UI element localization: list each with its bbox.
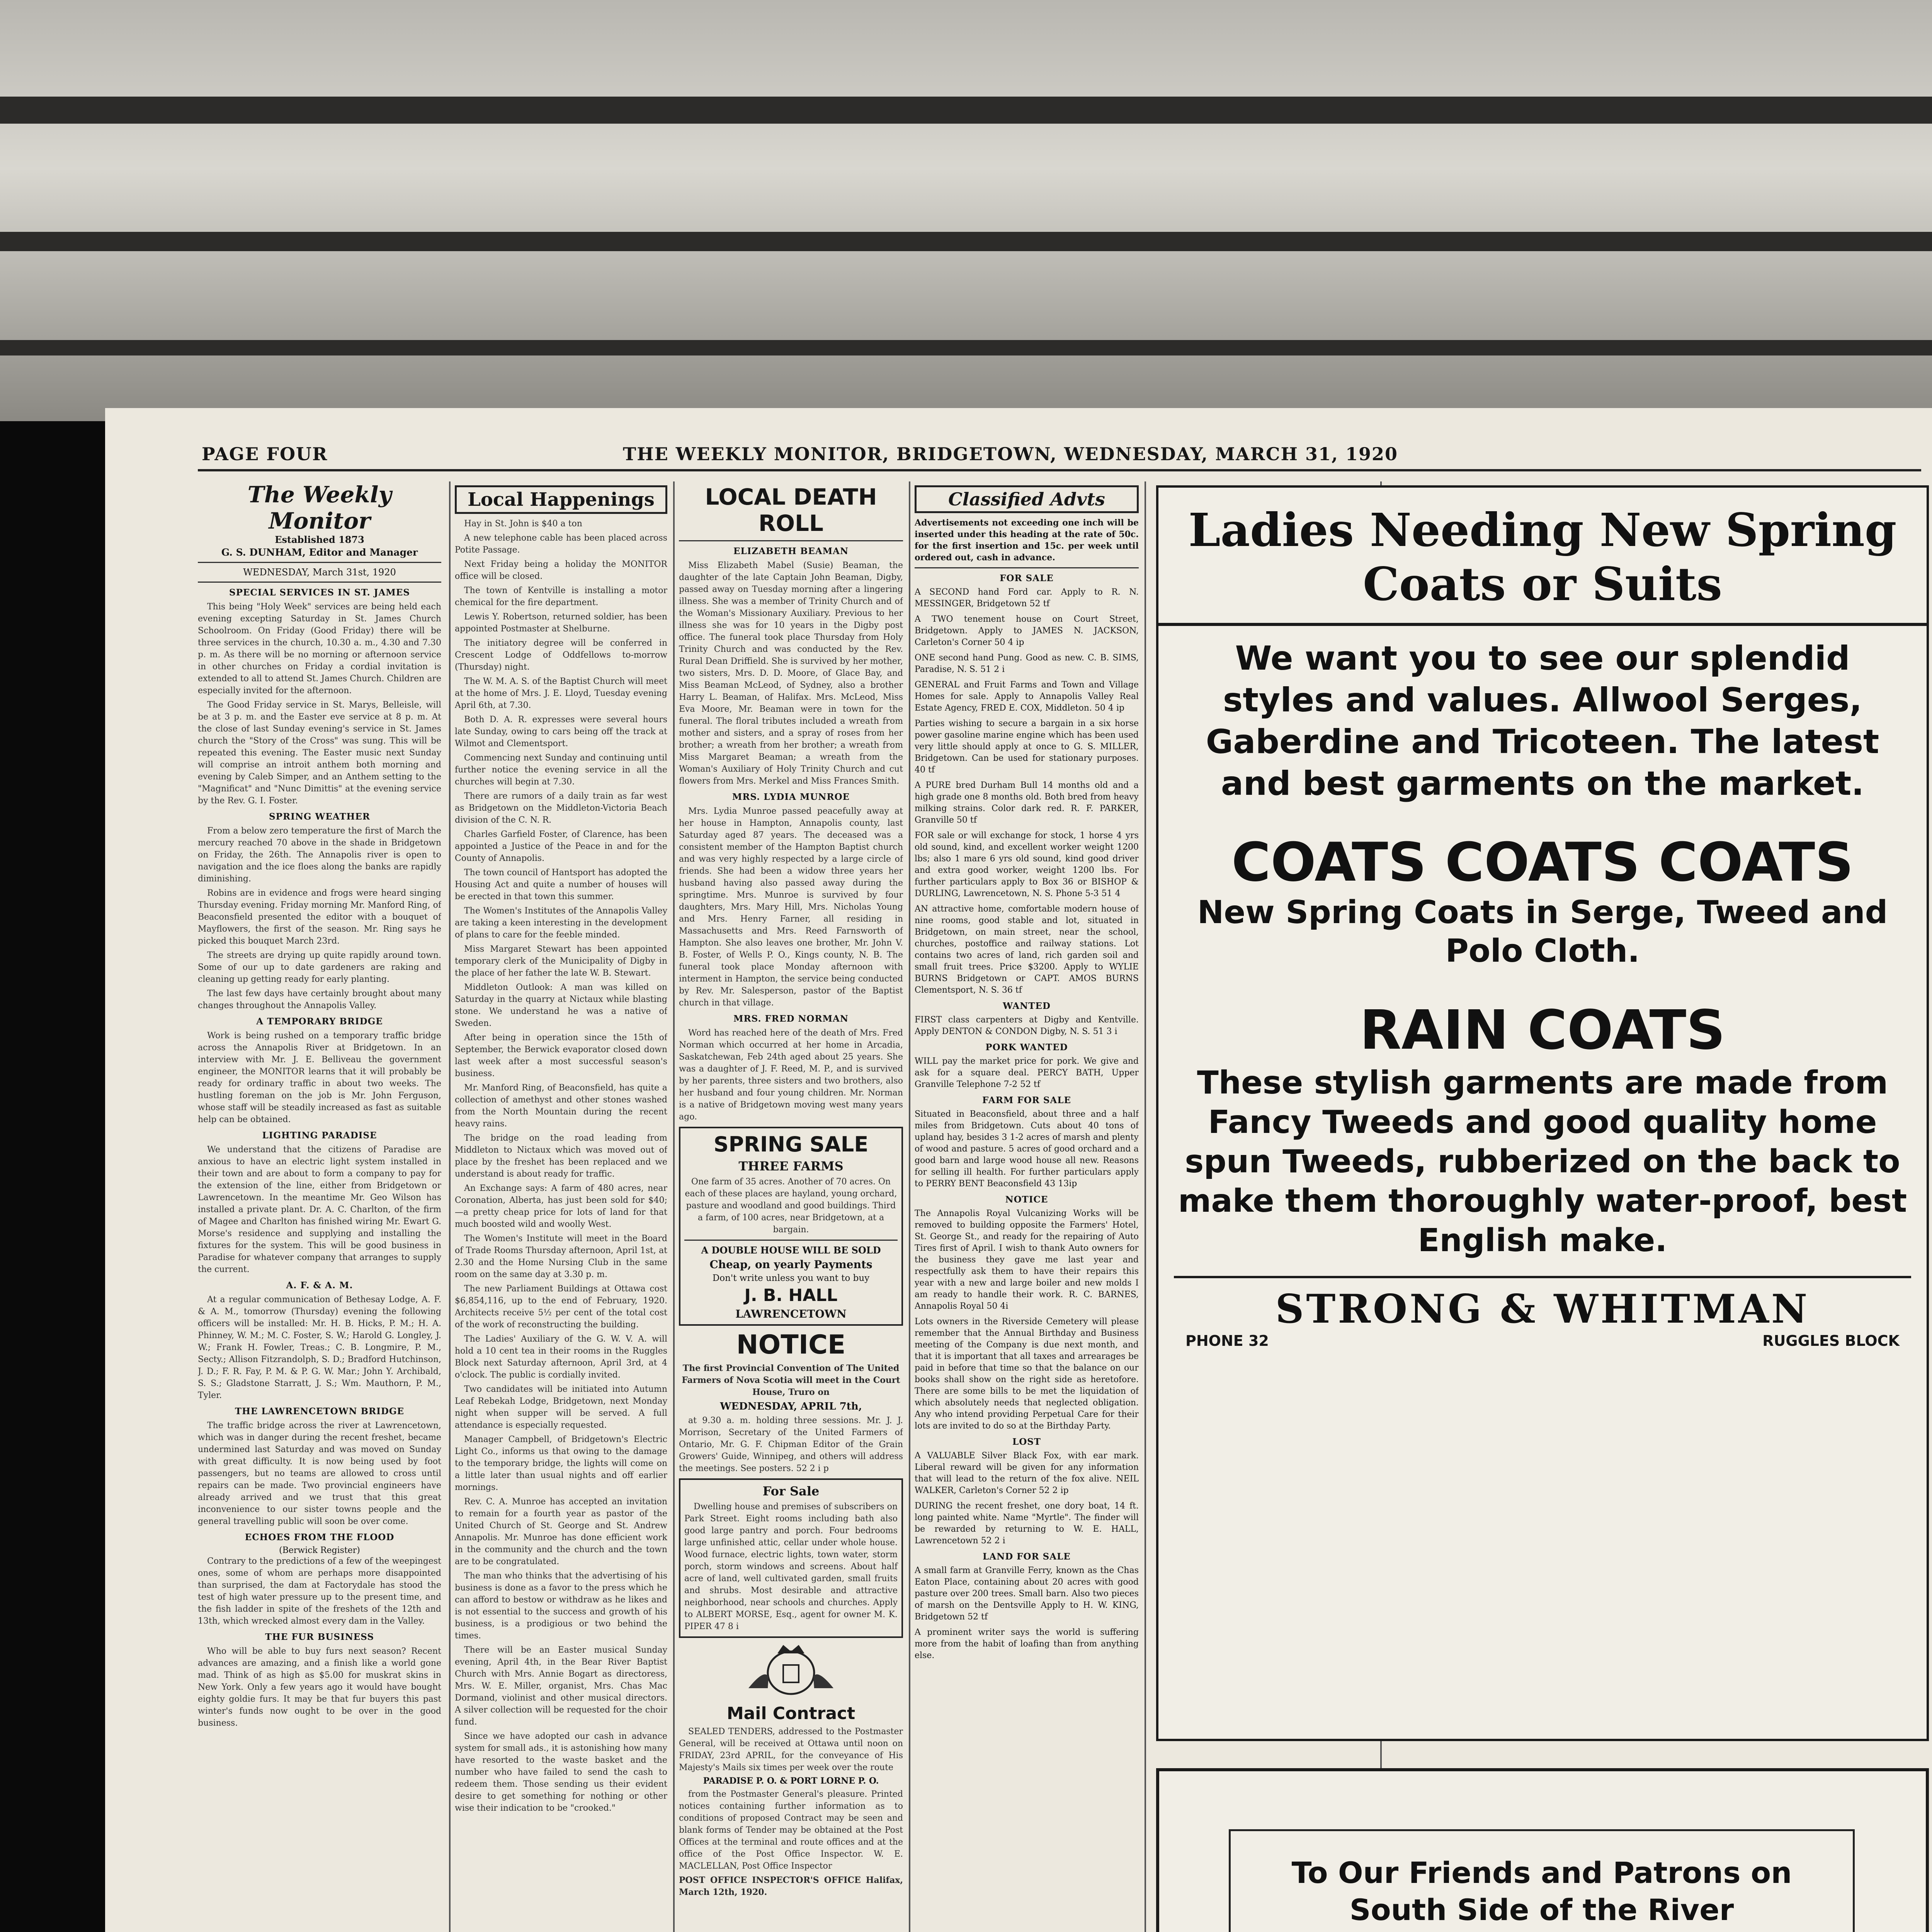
headline-fred-norman: MRS. FRED NORMAN	[733, 1014, 849, 1024]
classified-ad: A TWO tenement house on Court Street, Bridgetown. Apply to JAMES N. JACKSON, Carleton's Corner 50 4 ip	[915, 614, 1139, 647]
wall-beam	[0, 97, 1932, 124]
article-text: Dwelling house and premises of subscribers on Park Street. Eight rooms including bath also good large pantry and porch. Four bedrooms large unfinished attic, cellar under whole house. Wood furnace, electric lights, town water, storm porch, storm windows and screens. About half acre of land, well cultivated garden, small fruits and shrubs. Most desirable and attractive neighborhood, near schools and churches. Apply to ALBERT MORSE, Esq., agent for owner M. K. PIPER 47 8 i	[684, 1502, 898, 1631]
article-source: (Berwick Register)	[279, 1546, 360, 1555]
ad-contact: PERRY BENT Beaconsfield	[926, 1179, 1042, 1189]
three-farms: THREE FARMS	[738, 1159, 844, 1173]
ad-rain-coats: RAIN COATS	[1360, 999, 1725, 1062]
article-text: At a regular communication of Bethesay Lodge, A. F. & A. M., tomorrow (Thursday) evening the following officers will be installed: Mr. H. B. Hicks, P. M.; H. A. Phinney, W. M.; M. C. Foster, S. W.; Harold G. Longley, J. W.; Frank H. Fowler, Treas.; C. B. Longmire, P. M., Secty.; Allison Fitzrandolph, S. D.; Bradford Hutchinson, J. D.; F. R. Fay, P. M. & P. G. W. Mar.; John Y. Archibald, S. S.; Gladstone Starratt, J. S.; Wm. Mauthorn, P. M., Tyler.	[198, 1295, 441, 1400]
column-3	[679, 481, 903, 1932]
article-text: SEALED TENDERS, addressed to the Postmaster General, will be received at Ottawa until noon on FRIDAY, 23rd APRIL, for the conveyance of His Majesty's Mails six times per week over the route	[679, 1727, 903, 1772]
column-4-classified	[915, 481, 1139, 1932]
article-text: From a below zero temperature the first of March the mercury reached 70 above in the shade in Bridgetown on Friday, the 26th. The Annapolis river is open to navigation and the ice floes along the banks are rapidly diminishing. Robins are in evidence and frogs were heard singing Thursday evening. Friday morning Mr. Manford Ring, of Beaconsfield presented the editor with a bouquet of Mayflowers, the first of the season. Mr. Ring says he picked this bouquet March 23rd. The streets are drying up quite rapidly around town. Some of our up to date gardeners are raking and cleaning up getting ready for early planting. The last few days have certainly brought about many changes throughout the Annapolis Valley.	[198, 826, 441, 1010]
masthead-editor: G. S. DUNHAM, Editor and Manager	[221, 547, 418, 558]
ad-contact: R. N. MESSINGER, Bridgetown	[915, 587, 1139, 609]
cheap-payments: Cheap, on yearly Payments	[709, 1258, 872, 1271]
heading-pork-wanted: PORK WANTED	[985, 1042, 1068, 1053]
notice-title: NOTICE	[736, 1330, 846, 1360]
convention-text: The first Provincial Convention of The United Farmers of Nova Scotia will meet in the Court House, Truro on	[682, 1363, 900, 1397]
headline-lydia-munroe: MRS. LYDIA MUNROE	[732, 792, 850, 802]
header-rule	[198, 469, 1921, 471]
ad-headline: To Our Friends and Patrons on South Side of the River	[1291, 1855, 1792, 1927]
ad-contact: H. W. KING, Bridgetown	[915, 1600, 1139, 1622]
jb-hall: J. B. HALL	[744, 1286, 838, 1305]
masthead-established: Established 1873	[275, 534, 364, 545]
classified-ad: Parties wishing to secure a bargain in a six horse power gasoline marine engine which has been used very little should apply at once to G. S. MILLER, Bridgetown. Can be used for stationary purposes. 40 tf	[915, 719, 1139, 775]
first-item: Hay in St. John is $40 a ton	[464, 519, 582, 529]
ad-contact: R. C. BARNES, Annapolis Royal	[915, 1290, 1139, 1311]
divider	[915, 567, 1139, 568]
ad-contact: PERCY BATH, Upper Granville	[915, 1068, 1139, 1089]
spring-sale-ad	[679, 1127, 903, 1326]
ad-block: RUGGLES BLOCK	[1762, 1332, 1900, 1349]
ad-rain-body: These stylish garments are made from Fancy Tweeds and good quality home spun Tweeds, rubberized on the back to make them thoroughly water-proof, best English make.	[1178, 1065, 1907, 1259]
ad-body: We want you to see our splendid styles and values. Allwool Serges, Gaberdine and Tricoteen. The latest and best garments on the market.	[1206, 639, 1879, 803]
headline-af-am: A. F. & A. M.	[286, 1280, 353, 1291]
strong-whitman-ad	[1156, 485, 1929, 1741]
jb-hall-town: LAWRENCETOWN	[735, 1308, 847, 1320]
headline-elizabeth-beaman: ELIZABETH BEAMAN	[733, 546, 849, 556]
masthead-date: WEDNESDAY, March 31st, 1920	[243, 567, 396, 578]
ad-contact: NEIL WALKER, Carleton's Corner	[915, 1474, 1139, 1495]
article-text: at 9.30 a. m. holding three sessions. Mr. J. J. Morrison, Secretary of the United Farmers of Ontario, Mr. G. F. Chipman Editor of the Grain Growers' Guide, Winnipeg, and others will address the meetings. See posters. 52 2 i p	[679, 1416, 903, 1473]
ad-phone: PHONE 32	[1185, 1332, 1269, 1349]
classified-ad: A PURE bred Durham Bull 14 months old and a high grade one 8 months old. Both bred from heavy milking strains. Color dark red. R. F. PARKER, Granville 50 tf	[915, 781, 1139, 825]
article-text: We understand that the citizens of Paradise are anxious to have an electric light system installed in their town and are about to form a company to pay for the extension of the line, either from Bridgetown or Lawrencetown. In the meantime Mr. Geo Wilson has installed a private plant. Dr. A. C. Charlton, of the firm of Magee and Charlton has finished wiring Mr. Ewart G. Morse's residence and supplying and installing the fixtures for the system. This will be good business in Paradise for whatever company that arranges to supply the current.	[198, 1145, 441, 1274]
headline-fur-business: THE FUR BUSINESS	[265, 1632, 374, 1642]
classified-ad: Situated in Beaconsfield, about three and a half miles from Bridgetown. Cuts about 40 tons of upland hay, besides 3 1-2 acres of marsh and plenty of wood and pasture. 5 acres of good orchard and a good barn and large wood house all new. Reasons for selling ill health. For further particulars apply to PERRY BENT Beaconsfield 43 13ip	[915, 1109, 1139, 1189]
spring-sale-title: SPRING SALE	[713, 1132, 869, 1156]
heading-farm-for-sale: FARM FOR SALE	[982, 1095, 1071, 1105]
heading-notice: NOTICE	[1005, 1194, 1048, 1205]
ad-contact: WYLIE BURNS Bridgetown	[915, 962, 1139, 983]
article-text: This being "Holy Week" services are being held each evening excepting Saturday in St. James Church Schoolroom. On Friday (Good Friday) there will be three services in the church, 10.30 a. m., 4.30 and 7.30 p. m. As there will be no morning or afternoon service in other churches on Friday a cordial invitation is extended to all to attend St. James Church. Children are especially invited for the afternoon. The Good Friday service in St. Marys, Belleisle, will be at 3 p. m. and the Easter eve service at 8 p. m. At the close of last Sunday evening's service in St. James church the "Story of the Cross" was sung. This will be repeated this evening. The Easter music next Sunday will comprise an introit anthem both morning and evening by Caleb Simper, and an Anthem setting to the "Magnificat" and "Nunc Dimittis" at the evening service by the Rev. G. I. Foster.	[198, 602, 441, 806]
ad-headline: Ladies Needing New Spring Coats or Suits	[1188, 503, 1897, 611]
column-rule	[909, 481, 910, 1932]
article-text: Contrary to the predictions of a few of the weepingest ones, some of whom are perhaps more disappointed than surprised, the dam at Factorydale has stood the test of high water pressure up to the present time, and the fish ladder in spite of the freshets of the 12th and 13th, which wrecked almost every dam in the Valley.	[198, 1556, 441, 1626]
classified-title: Classified Advts	[915, 485, 1139, 513]
royal-crest-icon	[741, 1642, 841, 1700]
ad-contact: or CAPT. AMOS BURNS Clementsport, N. S.	[915, 974, 1139, 995]
article-text: from the Postmaster General's pleasure. Printed notices containing further information as to conditions of proposed Contract may be seen and blank forms of Tender may be obtained at the Post Offices at the terminal and route offices and at the office of the Post Office Inspector. W. E. MACLELLAN, Post Office Inspector	[679, 1789, 903, 1871]
article-text: Who will be able to buy furs next season? Recent advances are amazing, and a finish like a world gone mad. Think of as high as $5.00 for muskrat skins in New York. Only a few years ago it would have bought eighty goldie furs. It may be that fur buyers this past winter's funds now ought to be over in the good business.	[198, 1646, 441, 1728]
article-text: One farm of 35 acres. Another of 70 acres. On each of these places are hayland, young orchard, pasture and woodland and good buildings. Third a farm, of 100 acres, near Bridgetown, at a bargain.	[685, 1177, 897, 1235]
headline-lawrencetown-bridge: THE LAWRENCETOWN BRIDGE	[235, 1406, 405, 1417]
column-2	[455, 481, 667, 1932]
headline-spring-weather: SPRING WEATHER	[269, 811, 370, 822]
classified-ad: A small farm at Granville Ferry, known as the Chas Eaton Place, containing about 20 acres with good pasture over 200 trees. Small barn. Also two pieces of marsh on the Dentsville Apply to H. W. KING, Bridgetown 52 tf	[915, 1566, 1139, 1622]
page-label: PAGE FOUR	[202, 444, 328, 464]
dont-write: Don't write unless you want to buy	[712, 1273, 870, 1283]
classified-ad: FIRST class carpenters at Digby and Kentville. Apply DENTON & CONDON Digby, N. S. 51 3 i	[915, 1015, 1139, 1036]
background-wall	[0, 0, 1932, 421]
masthead-title: The Weekly Monitor	[247, 481, 392, 534]
ad-rule	[1174, 1276, 1911, 1278]
ad-coats: COATS COATS COATS	[1231, 831, 1854, 893]
wall-beam	[0, 232, 1932, 251]
article-text: Work is being rushed on a temporary traffic bridge across the Annapolis River at Bridgetown. In an interview with Mr. J. E. Belliveau the government engineer, the MONITOR learns that it will probably be ready for ordinary traffic in about two weeks. The hustling foreman on the job is Mr. John Ferguson, whose staff will be steadily increased as fast as suitable help can be obtained.	[198, 1031, 441, 1124]
heading-wanted: WANTED	[1003, 1001, 1051, 1011]
column-rule	[673, 481, 675, 1932]
local-happenings-title: Local Happenings	[455, 485, 667, 514]
mail-contract-title: Mail Contract	[726, 1704, 855, 1723]
classified-ad: AN attractive home, comfortable modern house of nine rooms, good stable and lot, situated in Bridgetown, on main street, near the school, churches, postoffice and railway stations. Lot contains two acres of land, rich garden soil and small fruit trees. Price $3200. Apply to WYLIE BURNS Bridgetown or CAPT. AMOS BURNS Clementsport, N. S. 36 tf	[915, 904, 1139, 995]
article-text: Miss Elizabeth Mabel (Susie) Beaman, the daughter of the late Captain John Beaman, Digby, passed away on Tuesday morning after a lingering illness. She was a member of Trinity Church and of the Woman's Missionary Auxiliary. Previous to her illness she was for 10 years in the Digby post office. The funeral took place Thursday from Holy Trinity Church and was conducted by the Rev. Rural Dean Driffield. She is survived by her mother, two sisters, Mrs. D. D. Moore, of Glace Bay, and Miss Beaman McLeod, of Sydney, also a brother Harry L. Beaman, of Halifax. Mrs. McLeod, Miss Eva Moore, Mr. Beaman were in town for the funeral. The floral tributes included a wreath from mother and sisters, and a spray of roses from her brother; a wreath from her brother; a wreath from Miss Margaret Beaman; a wreath from the Woman's Auxiliary of Holy Trinity Church and cut flowers from Mrs. Merkel and Miss Frances Smith.	[679, 561, 903, 786]
divider	[679, 540, 903, 541]
for-sale-ad	[679, 1478, 903, 1638]
divider	[198, 562, 441, 563]
convention-date: WEDNESDAY, APRIL 7th,	[720, 1401, 862, 1412]
shaffners-inner-frame	[1229, 1829, 1855, 1932]
ad-contact: JAMES N. JACKSON, Carleton's Corner	[915, 626, 1139, 647]
ad-contact: DENTON & CONDON Digby, N. S.	[942, 1027, 1090, 1036]
article-text: Hay in St. John is $40 a ton A new telephone cable has been placed across Potite Passage. Next Friday being a holiday the MONITOR office will be closed. The town of Kentville is installing a motor chemical for the fire department. Lewis Y. Robertson, returned soldier, has been appointed Postmaster at Shelburne. The initiatory degree will be conferred in Crescent Lodge of Oddfellows to-morrow (Thursday) night. The W. M. A. S. of the Baptist Church will meet at the home of Mrs. J. E. Lloyd, Tuesday evening April 6th, at 7.30. Both D. A. R. expresses were several hours late Sunday, owing to cars being off the track at Wilmot and Clementsport. Commencing next Sunday and continuing until further notice the evening service in all the churches will begin at 7.30. There are rumors of a daily train as far west as Bridgetown on the Middleton-Victoria Beach division of the C. N. R. Charles Garfield Foster, of Clarence, has been appointed a Justice of the Peace in and for the County of Annapolis. The town council of Hantsport has adopted the Housing Act and quite a number of houses will be erected in that town this summer. The Women's Institutes of the Annapolis Valley are taking a keen interesting in the development of plans to care for the feeble minded. Miss Margaret Stewart has been appointed temporary clerk of the Municipality of Digby in the place of her father the late W. B. Stewart. Middleton Outlook: A man was killed on Saturday in the quarry at Nictaux while blasting stone. We understand he was a native of Sweden. After being in operation since the 15th of September, the Berwick evaporator closed down last week after a most successful season's business. Mr. Manford Ring, of Beaconsfield, has quite a collection of amethyst and other stones washed from the North Mountain during the recent heavy rains. The bridge on the road leading from Middleton to Nictaux which was moved out of place by the freshet has been replaced and we understand is about ready for traffic. An Exchange says: A farm of 480 acres, near Coronation, Alberta, has just been sold for $40;—a pretty cheap price for lots of land for that much boosted wild and woolly West. The Women's Institute will meet in the Board of Trade Rooms Thursday afternoon, April 1st, at 2.30 and the Home Nursing Club in the same room on the same day at 3.30 p. m. The new Parliament Buildings at Ottawa cost $6,854,116, up to the end of February, 1920. Architects receive 5½ per cent of the total cost of the work of reconstructing the building. The Ladies' Auxiliary of the G. W. V. A. will hold a 10 cent tea in their rooms in the Ruggles Block next Saturday afternoon, April 3rd, at 4 o'clock. The public is cordially invited. Two candidates will be initiated into Autumn Leaf Rebekah Lodge, Bridgetown, next Monday night when supper will be served. A full attendance is especially requested. Manager Campbell, of Bridgetown's Electric Light Co., informs us that owing to the damage to the temporary bridge, the lights will come on a little later than usual nights and off earlier mornings. Rev. C. A. Munroe has accepted an invitation to remain for a fourth year as pastor of the United Church of St. George and St. Andrew Annapolis. Mr. Munroe has done efficient work in the community and the church and the town are to be congratulated. The man who thinks that the advertising of his business is done as a favor to the press which he can afford to bestow or withdraw as he likes and is not essential to the success and growth of his business, is a prodigious or two behind the times. There will be an Easter musical Sunday evening, April 4th, in the Bear River Baptist Church with Mrs. Annie Bogart as directoress, Mrs. W. E. Miller, organist, Mrs. Chas Mac Dormand, violinist and other musical directors. A silver collection will be requested for the choir fund. Since we have adopted our cash in advance system for small ads., it is astonishing how many have resorted to the waste basket and the number who have failed to send the cash to redeem them. Those sending us their evident desire to get something for nothing or other wise their indication to be "crooked."	[455, 518, 667, 1814]
column-1	[198, 481, 441, 1932]
article-text: Mrs. Lydia Munroe passed peacefully away at her house in Hampton, Annapolis county, last Saturday aged 87 years. The deceased was a consistent member of the Hampton Baptist church and was very highly respected by a large circle of friends. She had been a widow three years her husband having also passed away during the springtime. Mrs. Munroe is survived by four daughters, Mrs. Mary Hill, Mrs. Nicholas Young and Mrs. Henry Farner, all residing in Massachusetts and Mrs. Reed Farnsworth of Hampton. She also leaves one brother, Mr. John V. B. Foster, of Wells P. O., Kings county, N. B. The funeral took place Monday afternoon with interment in Hampton, the service being conducted by Rev. Mr. Salesperson, pastor of the Baptist church in that village.	[679, 806, 903, 1008]
heading-lost: LOST	[1012, 1437, 1041, 1447]
column-rule	[1145, 481, 1146, 1932]
for-sale-title: For Sale	[762, 1484, 820, 1498]
shaffners-ad	[1156, 1768, 1929, 1932]
local-death-roll-title: LOCAL DEATH ROLL	[705, 484, 877, 536]
ad-rule	[1158, 623, 1927, 626]
heading-land-for-sale: LAND FOR SALE	[983, 1551, 1071, 1562]
ad-contact: W. E. HALL, Lawrencetown	[915, 1524, 1139, 1546]
ad-firm: STRONG & WHITMAN	[1275, 1286, 1810, 1332]
classified-intro: Advertisements not exceeding one inch will be inserted under this heading at the rate of 50c. for the first insertion and 15c. per week until ordered out, cash in advance.	[915, 518, 1139, 563]
headline-echoes-flood: ECHOES FROM THE FLOOD	[245, 1532, 395, 1543]
classified-ad: FOR sale or will exchange for stock, 1 horse 4 yrs old sound, kind, and excellent worker weight 1200 lbs; also 1 mare 6 yrs old sound, kind good driver and extra good worker, weight 1200 lbs. For further particulars apply to Box 36 or BISHOP & DURLING, Lawrencetown, N. S. Phone 5-3 51 4	[915, 831, 1139, 898]
mail-route: PARADISE P. O. & PORT LORNE P. O.	[703, 1776, 879, 1786]
headline-special-services: SPECIAL SERVICES IN ST. JAMES	[229, 587, 410, 598]
newspaper-page	[105, 408, 1932, 1932]
classified-ad: GENERAL and Fruit Farms and Town and Village Homes for sale. Apply to Annapolis Valley Real Estate Agency, FRED E. COX, Middleton. 50 4 ip	[915, 680, 1139, 713]
ad-contact: C. B. SIMS, Paradise, N. S.	[915, 653, 1139, 674]
ad-contact: R. F. PARKER, Granville	[915, 804, 1139, 825]
classified-ad: Lots owners in the Riverside Cemetery will please remember that the Annual Birthday and Business meeting of the Company is due next month, and that it is important that all taxes and arrearages be paid in before that time so that the balance on our books shall show on the right side as heretofore. There are some bills to be met the liquidation of which absolutely needs that neglected obligation. Any who intend providing Perpetual Care for their lots are invited to do so at the Birthday Party.	[915, 1317, 1139, 1431]
ad-coats-sub: New Spring Coats in Serge, Tweed and Polo Cloth.	[1197, 894, 1888, 969]
article-text: The traffic bridge across the river at Lawrencetown, which was in danger during the recent freshet, became undermined last Saturday and was moved on Sunday with great difficulty. It is now being used by foot passengers, but no teams are allowed to cross until repairs can be made. Two provincial engineers have already arrived and we trust that this great inconvenience to our sister towns people and the general travelling public will soon be over come.	[198, 1421, 441, 1526]
divider	[684, 1240, 898, 1241]
wall-beam	[0, 340, 1932, 355]
double-house: A DOUBLE HOUSE WILL BE SOLD	[701, 1245, 881, 1256]
classified-ad: WILL pay the market price for pork. We give and ask for a square deal. PERCY BATH, Upper Granville Telephone 7-2 52 tf	[915, 1056, 1139, 1089]
column-rule	[449, 481, 451, 1932]
classified-ad: The Annapolis Royal Vulcanizing Works will be removed to building opposite the Farmers' Hotel, St. George St., and ready for the repairing of Auto Tires first of April. I wish to thank Auto owners for the business they gave me last year and respectfully ask them to have their repairs this year with a new and large boiler and new molds I am ready to handle their work. R. C. BARNES, Annapolis Royal 50 4i	[915, 1209, 1139, 1311]
classified-ad: A SECOND hand Ford car. Apply to R. N. MESSINGER, Bridgetown 52 tf	[915, 587, 1139, 609]
classified-ad: DURING the recent freshet, one dory boat, 14 ft. long painted white. Name "Myrtle". The finder will be rewarded by returning to W. E. HALL, Lawrencetown 52 2 i	[915, 1501, 1139, 1546]
inspector-office: POST OFFICE INSPECTOR'S OFFICE Halifax, March 12th, 1920.	[679, 1875, 903, 1897]
headline-temporary-bridge: A TEMPORARY BRIDGE	[256, 1016, 383, 1027]
ad-footer	[1158, 1332, 1927, 1349]
article-text: Word has reached here of the death of Mrs. Fred Norman which occurred at her home in Arcadia, Saskatchewan, Feb 24th aged about 25 years. She was a daughter of J. F. Reed, M. P., and is survived by her parents, three sisters and two brothers, also her husband and four young children. Mr. Norman is a native of Bridgetown moving west many years ago.	[679, 1028, 903, 1122]
divider	[198, 582, 441, 583]
page-header-title: THE WEEKLY MONITOR, BRIDGETOWN, WEDNESDAY, MARCH 31, 1920	[623, 444, 1398, 464]
classified-ad: A prominent writer says the world is suffering more from the habit of loafing than from anything else.	[915, 1628, 1139, 1660]
headline-lighting-paradise: LIGHTING PARADISE	[262, 1130, 377, 1141]
classified-ad: A VALUABLE Silver Black Fox, with ear mark. Liberal reward will be given for any information that will lead to the return of the fox alive. NEIL WALKER, Carleton's Corner 52 2 ip	[915, 1451, 1139, 1495]
heading-for-sale: FOR SALE	[1000, 573, 1054, 583]
classified-ad: ONE second hand Pung. Good as new. C. B. SIMS, Paradise, N. S. 51 2 i	[915, 653, 1139, 674]
